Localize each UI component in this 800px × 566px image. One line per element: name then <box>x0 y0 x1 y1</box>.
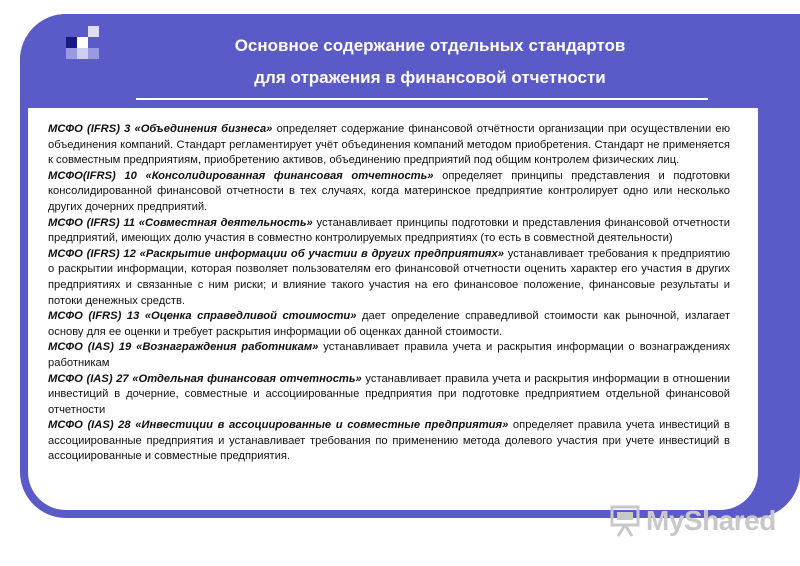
paragraph-ias19: МСФО (IAS) 19 «Вознаграждения работникам» устанавливает правила учета и раскрытия информации о вознаграждениях работникам <box>48 341 730 369</box>
paragraph-ifrs3: МСФО (IFRS) 3 «Объединения бизнеса» определяет содержание финансовой отчётности организации при осуществлении ею объединения компаний. Стандарт регламентирует учёт объединения компаний методом приобретения. Стандарт не применяется к совместным предприятиям, приобретению активов, объединению предприятий под общим контролем физических лиц. <box>48 123 731 167</box>
paragraph-ifrs13: МСФО (IFRS) 13 «Оценка справедливой стоимости» дает определение справедливой стоимости как рыночной, излагает основу для ее оценки и требует раскрытия информации об оценках данной стоимости. <box>48 310 730 338</box>
myshared-watermark <box>608 503 776 539</box>
title-underline <box>136 98 708 100</box>
paragraph-ifrs12: МСФО (IFRS) 12 «Раскрытие информации об участии в других предприятиях» устанавливает требования к предприятию о раскрытии информации, которая позволяет пользователям его финансовой отчетности оценить характер его участия в других предприятиях и связанные с ним риски; и влияние такого участия на его финансовое положение, финансовые результаты и потоки денежных средств. <box>48 247 731 307</box>
standards-text <box>48 122 730 465</box>
presentation-board-icon <box>608 503 644 537</box>
decorative-squares-icon <box>66 26 110 70</box>
paragraph-ias28: МСФО (IAS) 28 «Инвестиции в ассоциированные и совместные предприятия» определяет правила учета инвестиций в ассоциированные предприятия и устанавливает требования по применению метода долевого участия при учете инвестиций в ассоциированные и совместные предприятия. <box>48 419 730 463</box>
slide-header <box>20 14 800 110</box>
brand-name: MyShared <box>646 505 776 536</box>
slide-title-line-2: для отражения в финансовой отчетности <box>254 68 606 87</box>
paragraph-ifrs10: МСФО(IFRS) 10 «Консолидированная финансовая отчетность» определяет принципы представления и подготовки консолидированной финансовой отчетности в тех случаях, когда материнское предприятие контролирует одно или несколько других дочерних предприятий. <box>48 169 731 213</box>
paragraph-ias27: МСФО (IAS) 27 «Отдельная финансовая отчетность» устанавливает правила учета и раскрытия информации в отношении инвестиций в дочерние, совместные и ассоциированные предприятия при подготовке предприятием отдельной финансовой отчетности <box>48 372 730 416</box>
slide-title-line-1: Основное содержание отдельных стандартов <box>234 36 626 55</box>
paragraph-ifrs11: МСФО (IFRS) 11 «Совместная деятельность» устанавливает принципы подготовки и представления финансовой отчетности предприятий, имеющих долю участия в совместно контролируемых предприятиях (то есть в совместной деятельности) <box>48 216 730 245</box>
